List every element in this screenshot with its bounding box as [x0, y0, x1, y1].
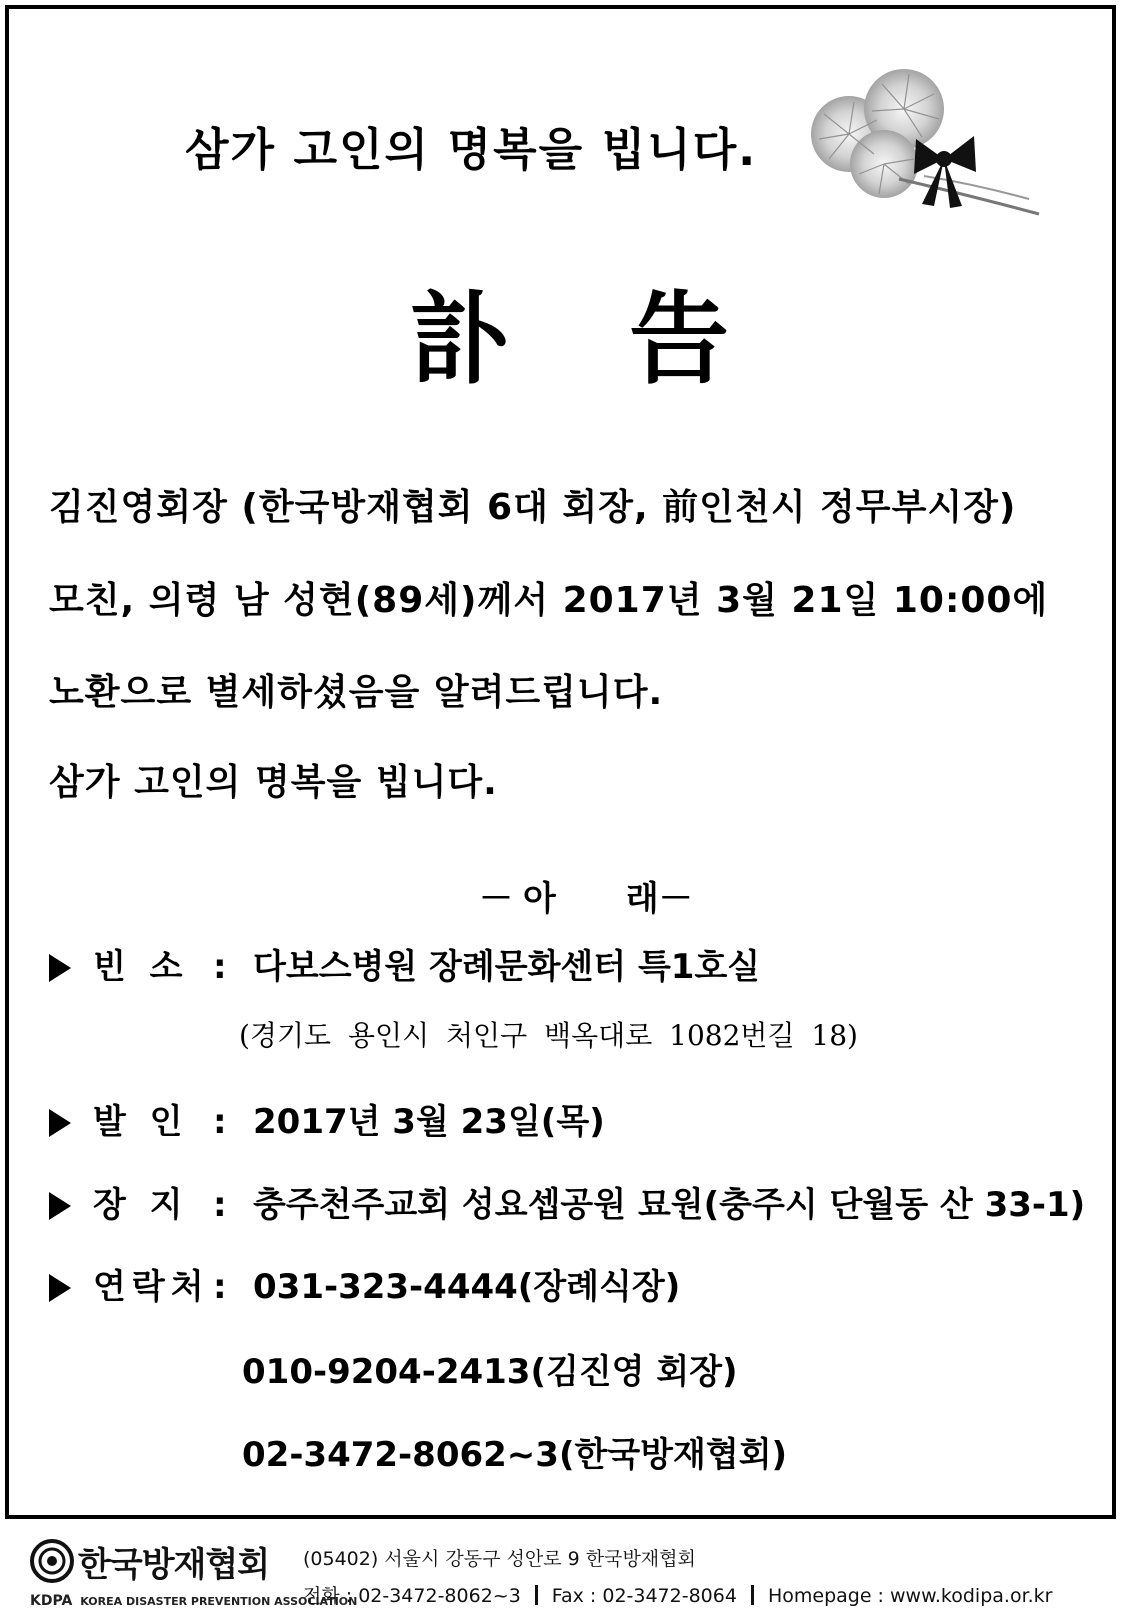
binso-address: (경기도 용인시 처인구 백옥대로 1082번길 18): [239, 1019, 858, 1052]
arae-char-b: 래: [625, 879, 659, 919]
binso-value: 다보스병원 장례문화센터 특1호실: [253, 947, 761, 987]
notice-line-1: 김진영회장 (한국방재협회 6대 회장, 前인천시 정무부시장): [49, 487, 1017, 528]
contact-label: 연락처: [93, 1267, 210, 1307]
footer-tel: 전화 : 02-3472-8062~3: [303, 1585, 521, 1607]
logo-abbr: KDPA: [30, 1593, 73, 1609]
headline: 삼가 고인의 명복을 빕니다.: [185, 123, 758, 176]
contact-value-3: 02-3472-8062~3(한국방재협회): [242, 1435, 788, 1475]
bugo-title: [409, 259, 729, 403]
arae-dash-right: －: [658, 879, 693, 919]
detail-row-contact: [49, 1259, 680, 1308]
notice-frame: [5, 5, 1116, 1519]
bullet-triangle-icon: [49, 954, 71, 982]
contact-value-2: 010-9204-2413(김진영 회장): [242, 1352, 738, 1392]
detail-row-binso: [49, 939, 760, 988]
notice-line-2: 모친, 의령 남 성현(89세)께서 2017년 3월 21일 10:00에: [49, 580, 1049, 621]
balin-label: 발 인: [93, 1102, 189, 1142]
colon: :: [213, 947, 227, 987]
separator: [535, 1585, 538, 1605]
notice-line-4: 삼가 고인의 명복을 빕니다.: [49, 762, 498, 803]
logo-name: 한국방재협회: [78, 1545, 270, 1585]
contact-value-1: 031-323-4444(장례식장): [253, 1267, 681, 1307]
colon: :: [213, 1185, 227, 1225]
notice-line-3: 노환으로 별세하셨음을 알려드립니다.: [49, 672, 664, 713]
colon: :: [213, 1102, 227, 1142]
bullet-triangle-icon: [49, 1274, 71, 1302]
arae-dash-left: －: [479, 879, 513, 919]
kdpa-logo-icon: [30, 1539, 74, 1583]
kdpa-logo: [28, 1533, 358, 1613]
colon: :: [213, 1267, 227, 1307]
footer-fax: Fax : 02-3472-8064: [551, 1585, 737, 1607]
detail-row-balin: [49, 1094, 605, 1143]
jangji-label: 장 지: [93, 1185, 189, 1225]
bullet-triangle-icon: [49, 1192, 71, 1220]
memorial-flower-icon: [804, 64, 1049, 229]
bugo-char-1: 訃: [409, 280, 509, 398]
arae-heading: [479, 871, 693, 920]
footer-contacts: [303, 1581, 1053, 1608]
jangji-value: 충주천주교회 성요셉공원 묘원(충주시 단월동 산 33-1): [253, 1185, 1086, 1225]
bugo-char-2: 告: [629, 280, 729, 398]
arae-char-a: 아: [523, 879, 556, 919]
balin-value: 2017년 3월 23일(목): [253, 1102, 605, 1142]
detail-row-jangji: [49, 1177, 1085, 1226]
bullet-triangle-icon: [49, 1109, 71, 1137]
binso-label: 빈 소: [93, 947, 189, 987]
footer-homepage: Homepage : www.kodipa.or.kr: [767, 1585, 1053, 1607]
separator: [751, 1585, 754, 1605]
logo-english: KOREA DISASTER PREVENTION ASSOCIATION: [80, 1595, 358, 1608]
footer-address: (05402) 서울시 강동구 성안로 9 한국방재협회: [303, 1548, 696, 1570]
